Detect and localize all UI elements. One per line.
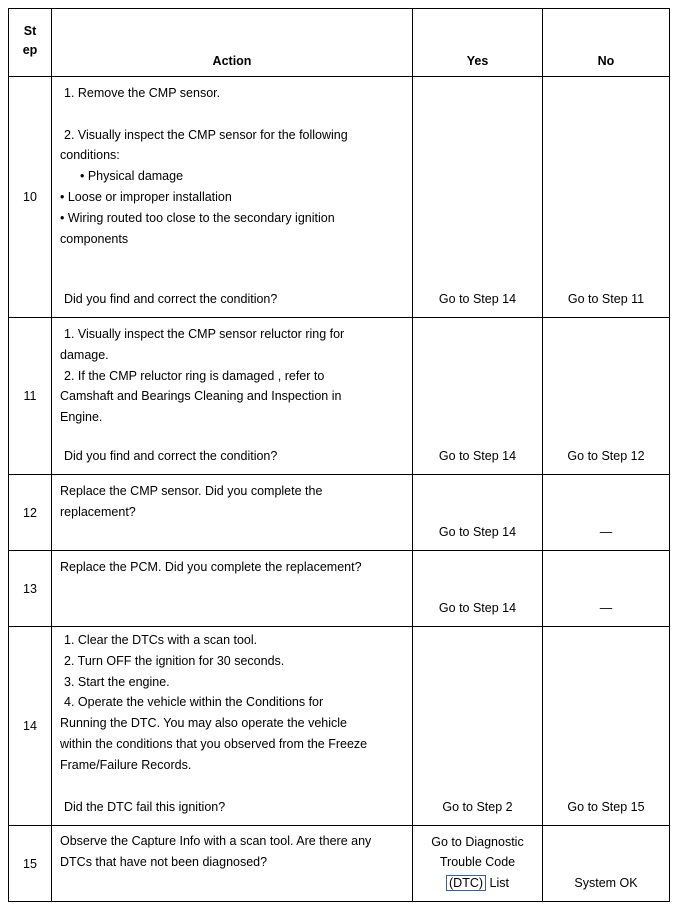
- yes-result: Go to Step 14: [413, 551, 543, 627]
- action-line: within the conditions that you observed from the Freeze: [60, 736, 368, 751]
- action-cell: [52, 551, 413, 627]
- action-cell: [52, 826, 413, 902]
- action-question: Did you find and correct the condition?: [64, 292, 278, 307]
- header-yes: Yes: [413, 9, 543, 77]
- action-line: Replace the PCM. Did you complete the replacement?: [60, 560, 362, 574]
- action-line: damage.: [60, 347, 109, 362]
- table-row-step-13: [9, 551, 670, 627]
- action-line: • Loose or improper installation: [60, 189, 232, 204]
- no-result: Go to Step 11: [543, 77, 670, 318]
- no-result: System OK: [543, 826, 670, 902]
- header-action: Action: [52, 9, 413, 77]
- action-line: DTCs that have not been diagnosed?: [60, 854, 268, 869]
- table-row-step-15: [9, 826, 670, 902]
- table-row-step-11: [9, 318, 670, 475]
- action-line: • Physical damage: [80, 169, 184, 184]
- action-question: Did the DTC fail this ignition?: [64, 800, 226, 815]
- action-line: conditions:: [60, 148, 120, 163]
- action-line: Camshaft and Bearings Cleaning and Inspection in: [60, 389, 342, 404]
- yes-result: Go to Step 14: [413, 475, 543, 551]
- step-number: 10: [9, 77, 52, 318]
- yes-result: Go to Step 2: [413, 627, 543, 826]
- table-row-step-10: [9, 77, 670, 318]
- table-header-row: [9, 9, 670, 77]
- action-line: components: [60, 231, 129, 246]
- action-line: Engine.: [60, 410, 103, 425]
- action-line: 1. Remove the CMP sensor.: [64, 86, 221, 100]
- action-line: 4. Operate the vehicle within the Conditions for: [64, 695, 324, 710]
- action-line: Observe the Capture Info with a scan tool. Are there any: [60, 834, 372, 848]
- step-number: 14: [9, 627, 52, 826]
- no-result: Go to Step 15: [543, 627, 670, 826]
- yes-result-line: Trouble Code: [439, 855, 516, 870]
- no-result: Go to Step 12: [543, 318, 670, 475]
- step-number: 13: [9, 551, 52, 627]
- yes-result: [413, 826, 543, 902]
- action-line: Running the DTC. You may also operate the vehicle: [60, 716, 347, 731]
- step-number: 11: [9, 318, 52, 475]
- step-number: 15: [9, 826, 52, 902]
- table-row-step-14: [9, 627, 670, 826]
- action-line: 2. If the CMP reluctor ring is damaged , refer to: [64, 368, 325, 383]
- header-no: No: [543, 9, 670, 77]
- action-line: 2. Turn OFF the ignition for 30 seconds.: [64, 653, 285, 668]
- yes-result: Go to Step 14: [413, 77, 543, 318]
- step-number: 12: [9, 475, 52, 551]
- action-line: 1. Visually inspect the CMP sensor reluctor ring for: [64, 327, 345, 341]
- table-row-step-12: [9, 475, 670, 551]
- action-line: 2. Visually inspect the CMP sensor for the following: [64, 127, 348, 142]
- action-cell: [52, 318, 413, 475]
- no-result: —: [543, 551, 670, 627]
- yes-result: Go to Step 14: [413, 318, 543, 475]
- action-line: Replace the CMP sensor. Did you complete the: [60, 484, 323, 498]
- action-cell: [52, 77, 413, 318]
- action-cell: [52, 475, 413, 551]
- action-line: replacement?: [60, 504, 136, 519]
- diagnostic-steps-table: [8, 8, 670, 902]
- action-line: • Wiring routed too close to the secondary ignition: [60, 210, 335, 225]
- action-line: Frame/Failure Records.: [60, 757, 192, 772]
- action-cell: [52, 627, 413, 826]
- header-step: St ep: [9, 9, 52, 77]
- yes-result-line: Go to Diagnostic: [431, 834, 524, 849]
- no-result: —: [543, 475, 670, 551]
- action-line: 1. Clear the DTCs with a scan tool.: [64, 633, 258, 647]
- yes-result-line: (DTC) List: [413, 873, 542, 894]
- dtc-link[interactable]: (DTC): [446, 875, 486, 891]
- action-line: 3. Start the engine.: [64, 674, 170, 689]
- action-question: Did you find and correct the condition?: [64, 449, 278, 464]
